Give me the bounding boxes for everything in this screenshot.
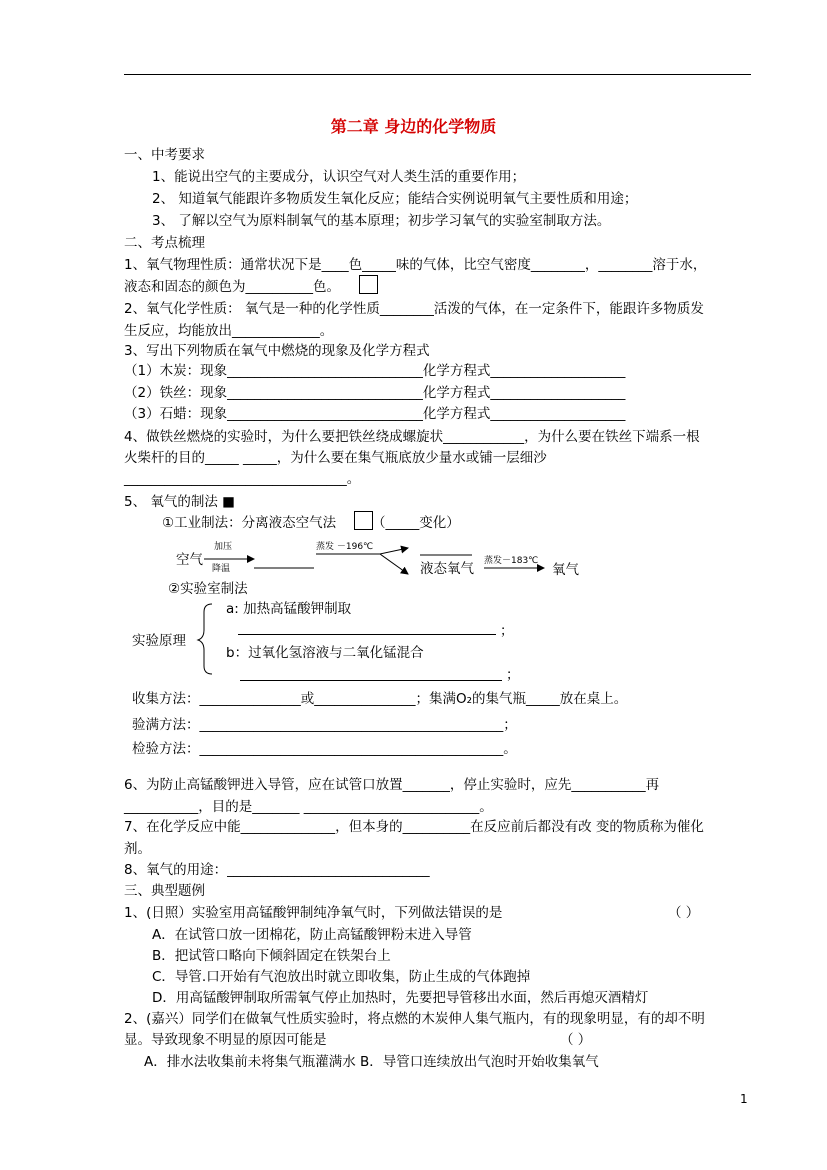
q1-line1: 1、氧气物理性质：通常状况下是____色_____味的气体，比空气密度________，________溶于水， — [124, 257, 707, 273]
q5-lab: ②实验室制法 — [168, 581, 248, 597]
collect-method-text-2: 的集气瓶_____放在桌上。 — [472, 691, 628, 707]
page-title: 第二章 身边的化学物质 — [330, 117, 497, 136]
oxygen-label: 氧气 — [552, 562, 579, 578]
principle-a: a: 加热高锰酸钾制取 — [226, 601, 352, 617]
principle-b: b：过氧化氢溶液与二氧化锰混合 — [226, 645, 424, 661]
section-review: 二、考点梳理 — [124, 235, 205, 251]
collect-method-text: 收集方法：_______________或_______________；集满 — [132, 691, 456, 707]
q3-iron: （2）铁丝：现象_____________________________化学方程式____________________ — [124, 385, 626, 401]
principle-b-semicolon: ； — [506, 667, 520, 683]
q2-line2: 生反应，均能放出_____________。 — [124, 323, 334, 339]
evaporate-label-2: 蒸发－183℃ — [484, 556, 539, 566]
example-1-option-b: B．把试管口略向下倾斜固定在铁架台上 — [152, 948, 391, 964]
collect-method — [132, 690, 627, 708]
q7-line1: 7、在化学反应中能______________，但本身的__________在反应前后都没有改 变的物质称为催化 — [124, 819, 704, 835]
example-2-line1: 2、(嘉兴）同学们在做氧气性质实验时，将点燃的木炭伸人集气瓶内，有的现象明显，有的却不明 — [124, 1011, 705, 1027]
brace-icon — [198, 604, 212, 674]
o2-formula: O₂ — [456, 691, 473, 707]
principle-b-blank — [240, 680, 502, 681]
req-1: 1、能说出空气的主要成分，认识空气对人类生活的重要作用； — [152, 169, 526, 185]
q2-line1: 2、氧气化学性质： 氧气是一种的化学性质________活泼的气体，在一定条件下，能跟许多物质发 — [124, 301, 704, 317]
q4-line1: 4、做铁丝燃烧的实验时，为什么要把铁丝绕成螺旋状____________，为什么要在铁丝下端系一根 — [124, 429, 700, 445]
example-1: 1、(日照）实验室用高锰酸钾制纯净氧气时，下列做法错误的是 — [124, 905, 503, 921]
q3-heading: 3、写出下列物质在氧气中燃烧的现象及化学方程式 — [124, 343, 430, 359]
q6-line2: ___________，目的是_______ __________________________。 — [124, 799, 493, 815]
q5-heading: 5、 氧气的制法 ■ — [124, 494, 235, 510]
example-2-paren: （ ） — [560, 1032, 592, 1048]
q1-line2: 液态和固态的颜色为__________色。 — [124, 279, 340, 295]
q8: 8、氧气的用途：______________________________ — [124, 862, 430, 878]
q6-line1: 6、为防止高锰酸钾进入导管，应在试管口放置_______，停止实验时，应先___________再 — [124, 777, 660, 793]
example-1-option-a: A．在试管口放一团棉花，防止高锰酸钾粉末进入导管 — [152, 927, 472, 943]
principle-a-blank — [238, 634, 496, 635]
q5-industrial: ①工业制法：分离液态空气法 — [162, 515, 337, 531]
check-full-method: 验满方法：_____________________________________________； — [132, 717, 517, 733]
q7-line2: 剂。 — [124, 841, 151, 857]
evaporate-label-1: 蒸发 －196℃ — [316, 542, 374, 552]
air-label: 空气 — [176, 552, 203, 568]
section-examples: 三、典型题例 — [124, 883, 205, 899]
principle-a-semicolon: ； — [500, 623, 514, 639]
example-2-options: A．排水法收集前未将集气瓶灌满水 B．导管口连续放出气泡时开始收集氧气 — [144, 1054, 599, 1070]
page-number: 1 — [740, 1092, 748, 1106]
req-2: 2、 知道氧气能跟许多物质发生氧化反应；能结合实例说明氧气主要性质和用途； — [152, 191, 638, 207]
principle-label: 实验原理 — [132, 633, 186, 649]
q4-line3: _________________________________。 — [124, 471, 361, 487]
example-2-line2: 显。导致现象不明显的原因可能是 — [124, 1032, 327, 1048]
example-1-paren: （ ） — [668, 905, 700, 921]
example-1-option-c: C．导管.口开始有气泡放出时就立即收集，防止生成的气体跑掉 — [152, 969, 531, 985]
q3-charcoal: （1）木炭：现象_____________________________化学方程式____________________ — [124, 363, 626, 379]
pressurize-label: 加压 — [214, 542, 233, 552]
cool-label: 降温 — [212, 564, 231, 574]
example-1-option-d: D．用高锰酸钾制取所需氧气停止加热时，先要把导管移出水面，然后再熄灭酒精灯 — [152, 990, 649, 1006]
section-requirements: 一、中考要求 — [124, 147, 205, 163]
q3-wax: （3）石蜡：现象_____________________________化学方程式____________________ — [124, 406, 626, 422]
arrow-up-branch — [380, 548, 408, 554]
test-method: 检验方法：_____________________________________________。 — [132, 741, 517, 757]
liquid-oxygen-label: 液态氧气 — [420, 561, 474, 577]
q4-line2: 火柴杆的目的_____ _____，为什么要在集气瓶底放少量水或铺一层细沙 — [124, 450, 547, 466]
req-3: 3、 了解以空气为原料制氧气的基本原理；初步学习氧气的实验室制取方法。 — [152, 213, 611, 229]
arrow-down-branch — [380, 554, 408, 574]
q5-industrial-change: （_____变化） — [372, 515, 460, 531]
